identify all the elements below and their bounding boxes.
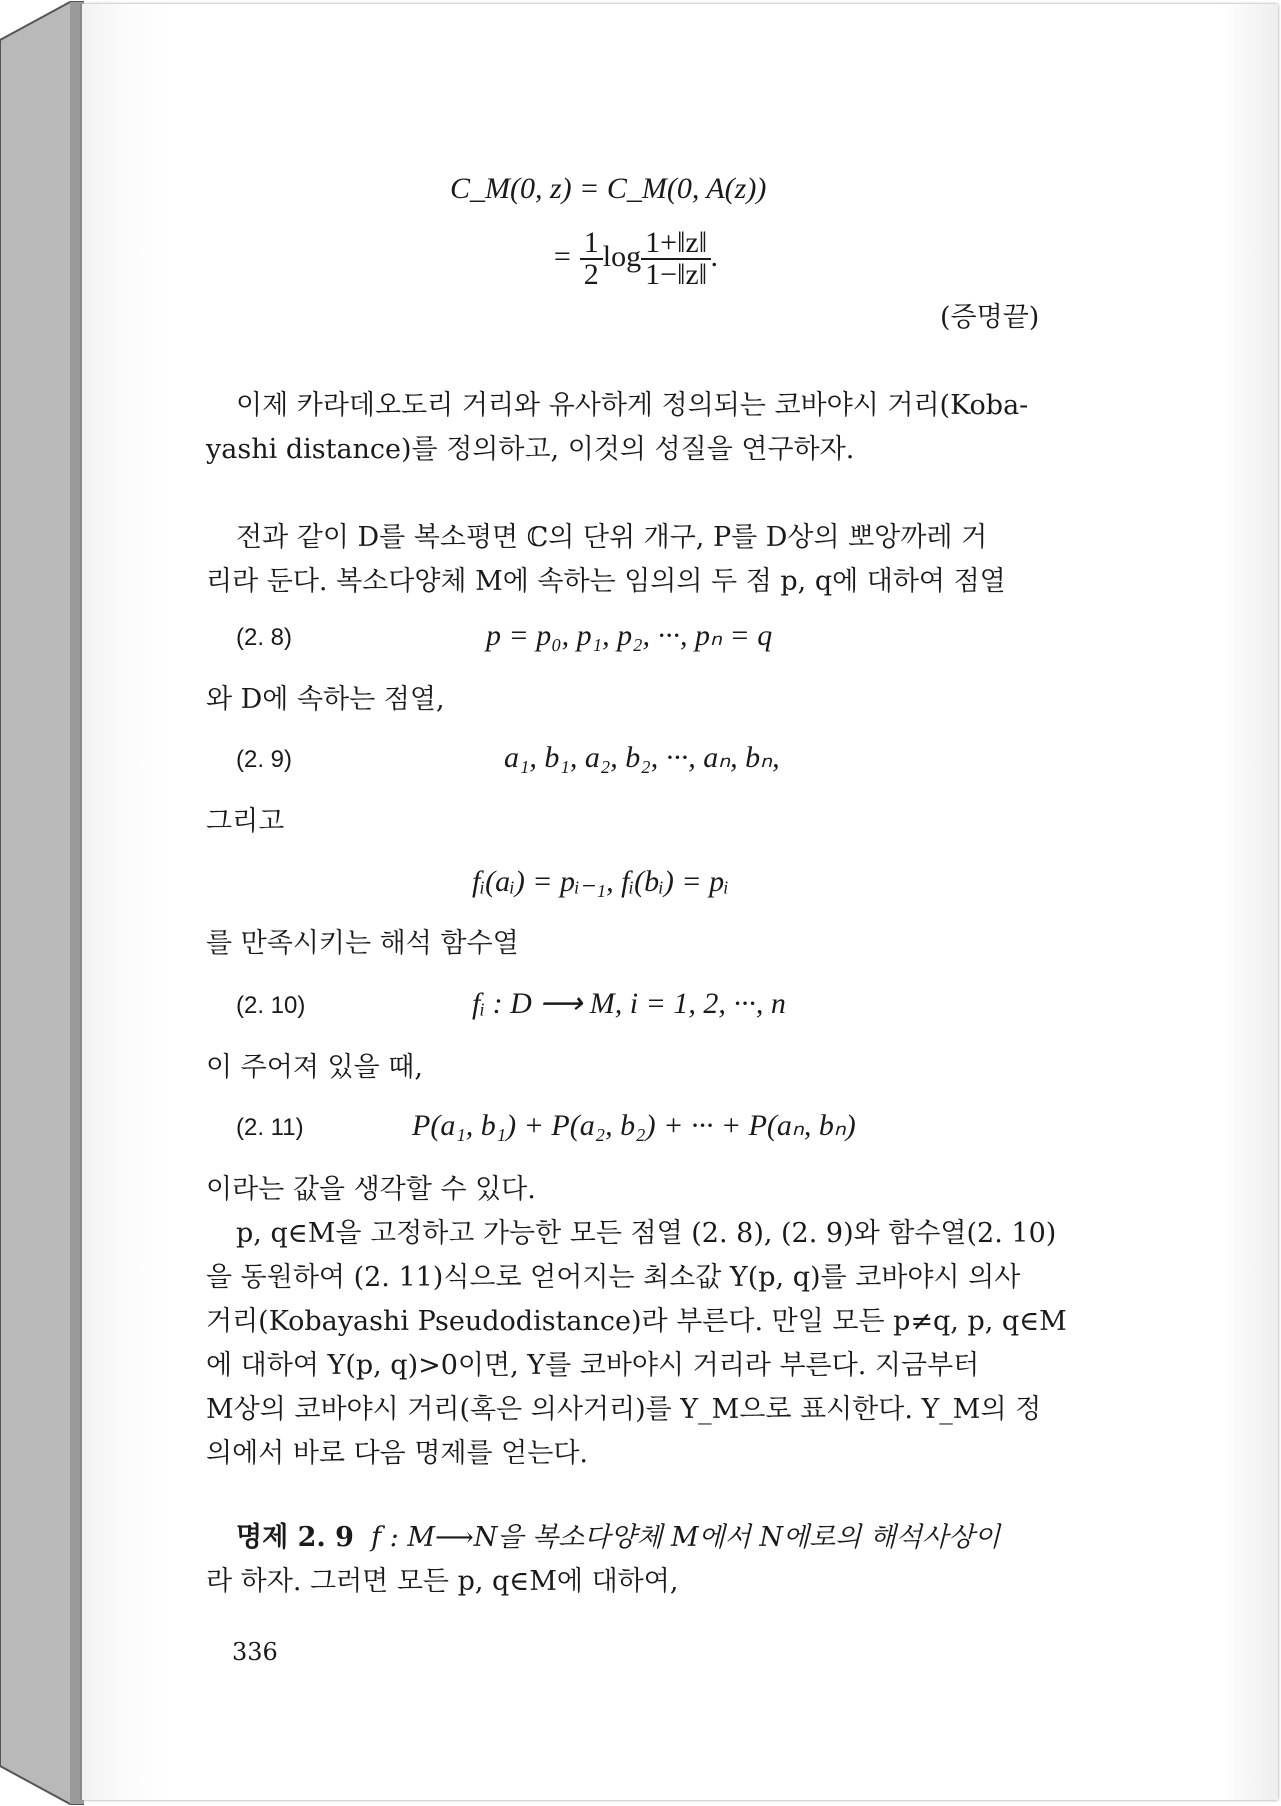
equation-line-1: C_M(0, z) = C_M(0, A(z)) xyxy=(450,172,767,205)
text-line-wa: 와 D에 속하는 점열, xyxy=(206,684,445,715)
fraction-half: $\frac{1}{2}$ xyxy=(580,228,603,290)
paragraph-line: 에 대하여 Y(p, q)>0이면, Y를 코바야시 거리라 부른다. 지금부터 xyxy=(206,1350,980,1381)
fraction-norm: $\frac{1+‖z‖}{1-‖z‖}$ xyxy=(641,228,711,290)
equation-2-9: a₁, b₁, a₂, b₂, ···, aₙ, bₙ, xyxy=(504,741,780,774)
paragraph-line: 의에서 바로 다음 명제를 얻는다. xyxy=(206,1438,588,1469)
paragraph-line: p, q∈M을 고정하고 가능한 모든 점열 (2. 8), (2. 9)와 함수열(2. 10) xyxy=(236,1218,1057,1249)
proposition-label: 명제 2. 9 xyxy=(236,1522,354,1553)
paragraph-line: M상의 코바야시 거리(혹은 의사거리)를 Y_M으로 표시한다. Y_M의 정 xyxy=(206,1394,1042,1425)
equation-2-11: P(a₁, b₁) + P(a₂, b₂) + ··· + P(aₙ, bₙ) xyxy=(412,1109,856,1142)
log-operator: log xyxy=(602,239,642,273)
equation-number-2-8: (2. 8) xyxy=(236,624,293,651)
text-line-and: 그리고 xyxy=(206,806,285,837)
paragraph-line: 이제 카라데오도리 거리와 유사하게 정의되는 코바야시 거리(Koba- xyxy=(236,390,1029,421)
text-line-satisfy: 를 만족시키는 해석 함수열 xyxy=(206,928,519,959)
paragraph-definition xyxy=(206,1212,1076,1476)
paragraph-line: 전과 같이 D를 복소평면 ℂ의 단위 개구, P를 D상의 뽀앙까레 거 xyxy=(236,522,988,553)
equation-number-2-9: (2. 9) xyxy=(236,746,293,773)
proposition-text: f : M⟶N을 복소다양체 M에서 N에로의 해석사상이 xyxy=(371,1522,1001,1553)
book-spine xyxy=(0,0,84,1806)
equation-number-2-10: (2. 10) xyxy=(236,992,306,1019)
text-line-given: 이 주어져 있을 때, xyxy=(206,1052,423,1083)
page-number: 336 xyxy=(232,1638,278,1666)
equation-fi: fᵢ(aᵢ) = pᵢ₋₁, fᵢ(bᵢ) = pᵢ xyxy=(472,865,729,898)
period: . xyxy=(711,239,719,273)
paragraph-setup xyxy=(206,516,1076,604)
equation-2-8: p = p₀, p₁, p₂, ···, pₙ = q xyxy=(486,619,773,652)
qed-mark: (증명끝) xyxy=(940,302,1040,333)
paragraph-line: 거리(Kobayashi Pseudodistance)라 부른다. 만일 모든 p≠q, p, q∈M xyxy=(206,1306,1067,1337)
equation-2-10: fᵢ : D ⟶ M, i = 1, 2, ···, n xyxy=(472,987,786,1020)
paragraph-line: 라 하자. 그러면 모든 p, q∈M에 대하여, xyxy=(206,1566,679,1597)
equation-line-2 xyxy=(552,228,719,290)
paragraph-line xyxy=(206,1516,1076,1560)
equals-sign: = xyxy=(552,239,573,273)
paragraph-line: yashi distance)를 정의하고, 이것의 성질을 연구하자. xyxy=(206,434,855,465)
text-line-value: 이라는 값을 생각할 수 있다. xyxy=(206,1174,536,1205)
paragraph-line: 을 동원하여 (2. 11)식으로 얻어지는 최소값 Y(p, q)를 코바야시 의사 xyxy=(206,1262,1021,1293)
equation-number-2-11: (2. 11) xyxy=(236,1114,304,1141)
paragraph-intro xyxy=(206,384,1076,472)
paragraph-line: 리라 둔다. 복소다양체 M에 속하는 임의의 두 점 p, q에 대하여 점열 xyxy=(206,566,1006,597)
proposition-2-9 xyxy=(206,1516,1076,1604)
